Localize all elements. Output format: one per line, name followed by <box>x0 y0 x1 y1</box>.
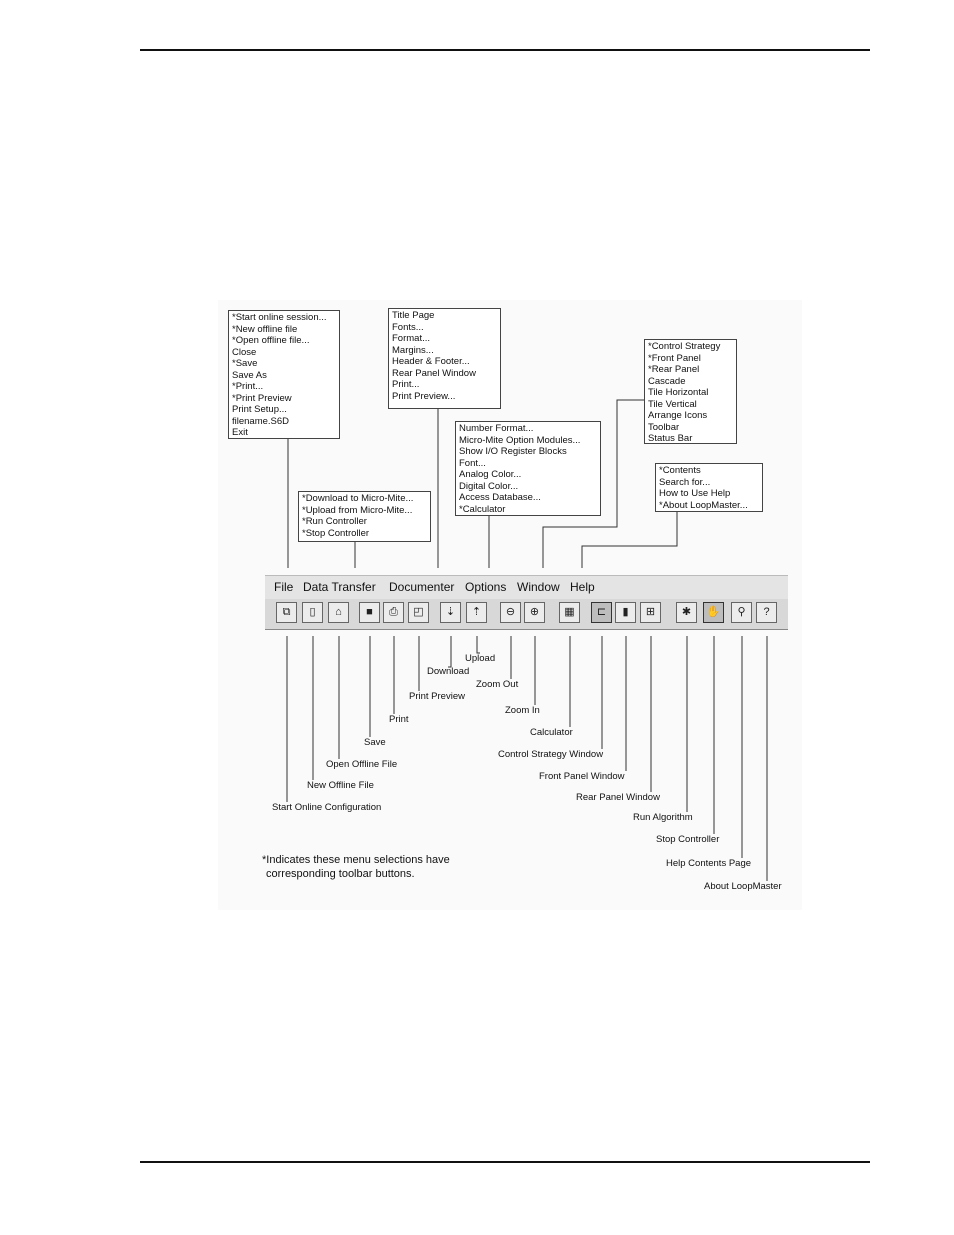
front-panel-icon[interactable]: ▮ <box>615 602 636 623</box>
rear-panel-icon[interactable]: ⊞ <box>640 602 661 623</box>
menu-item: *Start online session... <box>232 312 327 323</box>
menu-data-transfer[interactable]: Data Transfer <box>303 580 376 594</box>
callout-label: Control Strategy Window <box>498 749 604 760</box>
menu-window[interactable]: Window <box>517 580 560 594</box>
menu-item: *About LoopMaster... <box>659 499 748 511</box>
menu-item: *Upload from Micro-Mite... <box>302 504 413 516</box>
callout-label: Open Offline File <box>326 759 398 770</box>
footnote-line: corresponding toolbar buttons. <box>266 868 415 880</box>
callout-label: Stop Controller <box>656 834 720 845</box>
menu-item: Rear Panel Window <box>392 367 476 379</box>
save-icon[interactable]: ■ <box>359 602 380 623</box>
menu-item: Number Format... <box>459 423 534 434</box>
menu-item: *Rear Panel <box>648 364 700 375</box>
menu-item: How to Use Help <box>659 488 731 499</box>
file-menu-box <box>228 310 340 439</box>
menu-options[interactable]: Options <box>465 580 507 594</box>
menu-item: Header & Footer... <box>392 356 470 367</box>
run-algorithm-icon[interactable]: ✱ <box>676 602 697 623</box>
menu-item: Print Preview... <box>392 390 456 402</box>
menu-item: *Open offline file... <box>232 335 310 346</box>
documenter-menu-box <box>388 308 501 409</box>
menu-item: Analog Color... <box>459 469 522 480</box>
menu-item: Format... <box>392 333 431 344</box>
menu-item: Show I/O Register Blocks <box>459 446 567 457</box>
menu-item: Status Bar <box>648 433 693 444</box>
menu-item: *Calculator <box>459 503 506 515</box>
callout-label: Rear Panel Window <box>576 792 660 803</box>
menu-item: *Print Preview <box>232 392 292 404</box>
menu-item: Print... <box>392 379 420 390</box>
footnote <box>262 853 450 881</box>
menu-item: filename.S6D <box>232 415 290 427</box>
menu-item: Digital Color... <box>459 480 519 492</box>
menu-item: *Contents <box>659 465 701 476</box>
menu-item: *Stop Controller <box>302 527 370 539</box>
menu-item: *Run Controller <box>302 516 367 527</box>
menu-item: *Save <box>232 358 258 369</box>
control-strategy-icon[interactable]: ⊏ <box>591 602 612 623</box>
start-online-icon[interactable]: ⧉ <box>276 602 297 623</box>
menu-documenter[interactable]: Documenter <box>389 580 455 594</box>
menu-item: Close <box>232 346 257 358</box>
menu-item: Exit <box>232 427 248 438</box>
menu-item: *Download to Micro-Mite... <box>302 493 414 504</box>
callout-label: Run Algorithm <box>633 812 693 823</box>
callout-label: Save <box>364 737 386 748</box>
menu-item: Font... <box>459 457 486 469</box>
menu-item: *Print... <box>232 381 264 392</box>
callout-label: Calculator <box>530 727 573 738</box>
callout-label: Start Online Configuration <box>272 802 382 813</box>
callout-label: Front Panel Window <box>539 771 625 782</box>
help-menu-box <box>655 463 763 512</box>
callout-label: New Offline File <box>307 780 374 791</box>
callout-label: Print Preview <box>409 691 465 702</box>
menu-item: Tile Vertical <box>648 398 697 410</box>
menu-item: *Control Strategy <box>648 341 721 352</box>
menu-item: Arrange Icons <box>648 410 708 421</box>
zoom-in-icon[interactable]: ⊕ <box>524 602 545 623</box>
menu-item: Search for... <box>659 476 711 488</box>
menu-item: *Front Panel <box>648 352 701 364</box>
data-transfer-menu-box <box>298 491 431 542</box>
callout-label: Print <box>389 714 409 725</box>
menu-item: *New offline file <box>232 323 298 335</box>
menu-item: Save As <box>232 369 267 381</box>
about-icon[interactable]: ? <box>756 602 777 623</box>
menu-item: Fonts... <box>392 321 424 333</box>
print-preview-icon[interactable]: ◰ <box>408 602 429 623</box>
callout-label: Upload <box>465 653 496 664</box>
footnote-line: *Indicates these menu selections have <box>262 854 450 866</box>
menu-item: Title Page <box>392 310 435 321</box>
menu-item: Access Database... <box>459 492 541 503</box>
menu-item: Margins... <box>392 344 434 356</box>
new-file-icon[interactable]: ▯ <box>302 602 323 623</box>
help-contents-icon[interactable]: ⚲ <box>731 602 752 623</box>
menu-file[interactable]: File <box>274 580 294 594</box>
menu-help[interactable]: Help <box>570 580 595 594</box>
callout-label: Help Contents Page <box>666 858 752 869</box>
callout-label: Zoom Out <box>476 679 519 690</box>
calculator-icon[interactable]: ▦ <box>559 602 580 623</box>
toolbar <box>265 599 788 630</box>
menu-item: Micro-Mite Option Modules... <box>459 434 581 446</box>
callout-label: Zoom In <box>505 705 540 716</box>
menu-item: Cascade <box>648 375 686 387</box>
zoom-out-icon[interactable]: ⊖ <box>500 602 521 623</box>
upload-icon[interactable]: ⇡ <box>466 602 487 623</box>
menu-item: Toolbar <box>648 421 680 433</box>
callout-label: Download <box>427 666 470 677</box>
stop-controller-icon[interactable]: ✋ <box>703 602 724 623</box>
menu-item: Tile Horizontal <box>648 387 709 398</box>
menu-bar <box>265 575 788 600</box>
download-icon[interactable]: ⇣ <box>440 602 461 623</box>
open-file-icon[interactable]: ⌂ <box>328 602 349 623</box>
menu-item: Print Setup... <box>232 404 287 415</box>
options-menu-box <box>455 421 601 516</box>
window-menu-box <box>644 339 737 444</box>
callout-label: About LoopMaster <box>704 881 782 892</box>
print-icon[interactable]: ⎙ <box>383 602 404 623</box>
